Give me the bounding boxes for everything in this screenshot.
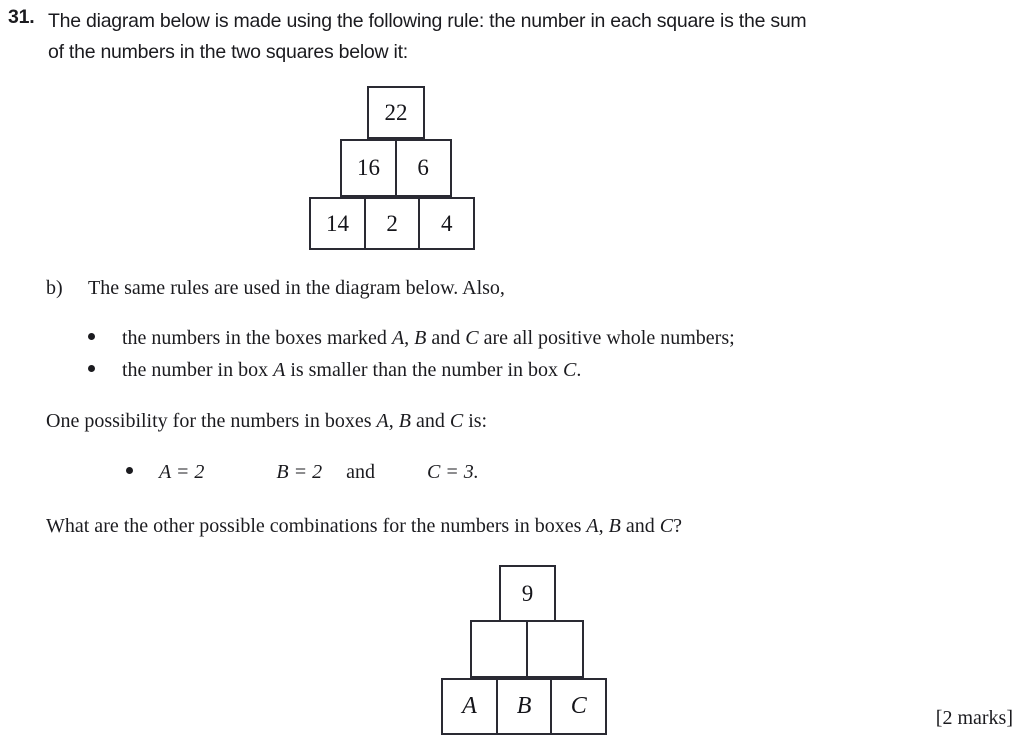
part-b-bullet-2-text: the number in box A is smaller than the number in box C. xyxy=(122,359,582,381)
pyramid-2-row-middle xyxy=(470,620,584,678)
question-stem-line-1: The diagram below is made using the following rule: the number in each square is the sum xyxy=(48,10,807,32)
pyramid-1-cell-bottom-right: 4 xyxy=(418,197,475,250)
pyramid-2-row-bottom xyxy=(441,678,607,735)
pyramid-2-cell-middle-right xyxy=(526,620,584,678)
pyramid-2-cell-bottom-c: C xyxy=(550,678,607,735)
pyramid-1-cell-middle-left: 16 xyxy=(340,139,397,197)
pyramid-1-cell-bottom-left: 14 xyxy=(309,197,366,250)
pyramid-2-row-top xyxy=(499,565,556,622)
pyramid-2-cell-top: 9 xyxy=(499,565,556,622)
example-values xyxy=(159,461,479,484)
question-stem-line-2: of the numbers in the two squares below it: xyxy=(48,41,408,63)
pyramid-1-row-bottom xyxy=(309,197,475,250)
example-value-b: B = 2 xyxy=(276,461,323,483)
example-value-a: A = 2 xyxy=(159,461,205,483)
marks-label: [2 marks] xyxy=(935,707,1013,729)
question-number: 31. xyxy=(8,6,35,28)
bullet-dot-icon xyxy=(126,467,133,474)
question-header xyxy=(8,6,1018,68)
pyramid-2-cell-bottom-b: B xyxy=(496,678,553,735)
question-prompt-text: What are the other possible combinations for the numbers in boxes A, B and C? xyxy=(46,515,682,537)
part-b-bullet-1-text: the numbers in the boxes marked A, B and C are all positive whole numbers; xyxy=(122,327,735,349)
one-possibility-text: One possibility for the numbers in boxes A, B and C is: xyxy=(46,410,488,432)
example-values-bullet xyxy=(126,461,479,484)
pyramid-2-cell-middle-left xyxy=(470,620,528,678)
part-b-intro: The same rules are used in the diagram below. Also, xyxy=(88,277,505,299)
part-b-bullet-2 xyxy=(88,359,581,382)
pyramid-1-cell-top: 22 xyxy=(367,86,425,139)
pyramid-2-cell-bottom-a: A xyxy=(441,678,498,735)
bullet-dot-icon xyxy=(88,333,95,340)
pyramid-1-row-middle xyxy=(340,139,452,197)
part-b-bullet-1 xyxy=(88,327,735,350)
pyramid-1-cell-middle-right: 6 xyxy=(395,139,452,197)
pyramid-1-cell-bottom-middle: 2 xyxy=(364,197,421,250)
part-b-label: b) xyxy=(46,277,63,299)
example-conjunction: and xyxy=(346,461,375,483)
bullet-dot-icon xyxy=(88,365,95,372)
question-stem xyxy=(48,6,1018,68)
example-value-c: C = 3. xyxy=(426,461,479,483)
pyramid-1-row-top xyxy=(367,86,425,139)
